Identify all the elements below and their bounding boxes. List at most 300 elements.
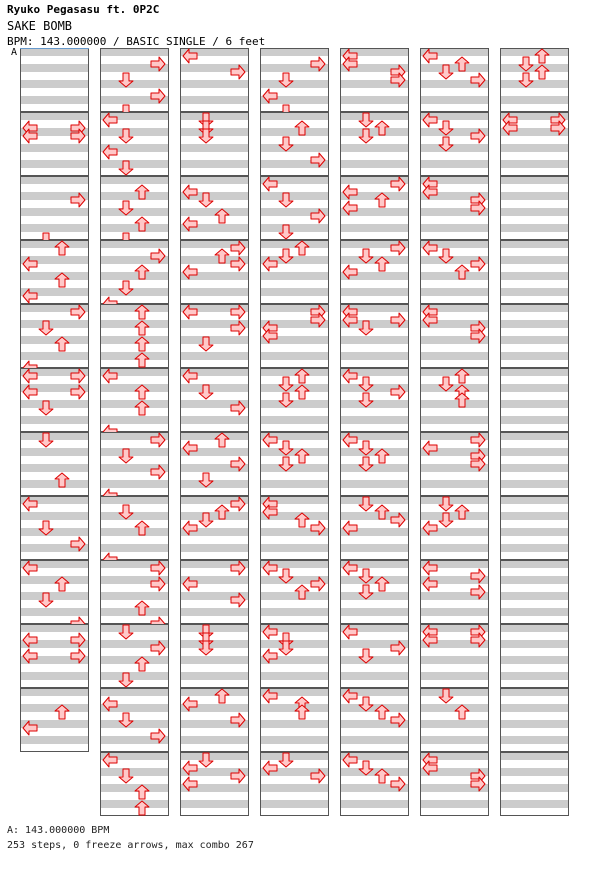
beat-stripe — [260, 352, 329, 360]
beat-stripe — [20, 624, 89, 632]
measure — [340, 304, 409, 368]
beat-stripe — [500, 64, 569, 72]
measure — [340, 240, 409, 304]
beat-stripe — [500, 640, 569, 648]
beat-stripe — [100, 672, 169, 680]
beat-stripe — [260, 592, 329, 600]
beat-stripe — [100, 320, 169, 328]
measure — [340, 48, 409, 112]
measure — [20, 624, 89, 688]
beat-stripe — [180, 176, 249, 184]
beat-stripe — [340, 112, 409, 120]
beat-stripe — [260, 416, 329, 424]
beat-stripe — [500, 688, 569, 696]
beat-stripe — [20, 160, 89, 168]
measure — [420, 432, 489, 496]
measure — [500, 368, 569, 432]
measure — [420, 176, 489, 240]
beat-stripe — [180, 752, 249, 760]
measure — [500, 496, 569, 560]
beat-stripe — [260, 224, 329, 232]
beat-stripe — [180, 624, 249, 632]
beat-stripe — [180, 352, 249, 360]
beat-stripe — [100, 160, 169, 168]
beat-stripe — [500, 656, 569, 664]
beat-stripe — [180, 608, 249, 616]
beat-stripe — [100, 288, 169, 296]
beat-stripe — [180, 800, 249, 808]
beat-stripe — [20, 48, 89, 56]
beat-stripe — [260, 672, 329, 680]
beat-stripe — [500, 704, 569, 712]
beat-stripe — [500, 544, 569, 552]
beat-stripe — [500, 800, 569, 808]
measure — [20, 688, 89, 752]
beat-stripe — [260, 400, 329, 408]
beat-stripe — [260, 384, 329, 392]
measure — [420, 496, 489, 560]
measure — [260, 432, 329, 496]
beat-stripe — [260, 800, 329, 808]
beat-stripe — [500, 320, 569, 328]
beat-stripe — [340, 256, 409, 264]
beat-stripe — [100, 336, 169, 344]
beat-stripe — [500, 144, 569, 152]
beat-stripe — [420, 512, 489, 520]
measure — [420, 48, 489, 112]
beat-stripe — [260, 720, 329, 728]
beat-stripe — [180, 384, 249, 392]
measure — [340, 752, 409, 816]
beat-stripe — [420, 704, 489, 712]
beat-stripe — [340, 464, 409, 472]
beat-stripe — [500, 432, 569, 440]
beat-stripe — [340, 448, 409, 456]
measure — [260, 240, 329, 304]
beat-stripe — [500, 192, 569, 200]
beat-stripe — [20, 320, 89, 328]
measure — [100, 176, 169, 247]
beat-stripe — [340, 352, 409, 360]
measure — [340, 496, 409, 560]
measure — [180, 48, 249, 112]
measure — [500, 752, 569, 816]
beat-stripe — [260, 128, 329, 136]
beat-stripe — [20, 352, 89, 360]
beat-stripe — [420, 64, 489, 72]
beat-stripe — [100, 416, 169, 424]
beat-stripe — [420, 384, 489, 392]
beat-stripe — [180, 480, 249, 488]
beat-stripe — [500, 512, 569, 520]
beat-stripe — [180, 160, 249, 168]
beat-stripe — [100, 48, 169, 56]
beat-stripe — [340, 608, 409, 616]
beat-stripe — [420, 608, 489, 616]
beat-stripe — [420, 800, 489, 808]
beat-stripe — [340, 288, 409, 296]
beat-stripe — [340, 160, 409, 168]
measure — [180, 112, 249, 176]
measure — [500, 112, 569, 176]
beat-stripe — [500, 304, 569, 312]
beat-stripe — [20, 224, 89, 232]
beat-stripe — [100, 784, 169, 792]
beat-stripe — [20, 480, 89, 488]
measure — [420, 624, 489, 688]
artist-label: Ryuko Pegasasu ft. 0P2C — [7, 3, 160, 16]
measure — [100, 560, 169, 631]
beat-stripe — [420, 96, 489, 104]
measure — [420, 752, 489, 816]
measure — [100, 432, 169, 503]
measure — [500, 240, 569, 304]
bpm-legend: A: 143.000000 BPM — [7, 825, 110, 836]
beat-stripe — [180, 736, 249, 744]
beat-stripe — [180, 640, 249, 648]
beat-stripe — [500, 464, 569, 472]
measure — [420, 112, 489, 176]
beat-stripe — [180, 128, 249, 136]
measure — [100, 48, 169, 119]
beat-stripe — [180, 80, 249, 88]
measure — [20, 304, 89, 375]
beat-stripe — [20, 176, 89, 184]
beat-stripe — [500, 224, 569, 232]
measure — [180, 432, 249, 496]
measure — [20, 240, 89, 304]
beat-stripe — [500, 576, 569, 584]
beat-stripe — [20, 432, 89, 440]
beat-stripe — [260, 480, 329, 488]
beat-stripe — [20, 528, 89, 536]
beat-stripe — [500, 160, 569, 168]
measure — [180, 240, 249, 304]
measure — [340, 560, 409, 624]
beat-stripe — [340, 400, 409, 408]
beat-stripe — [500, 480, 569, 488]
beat-stripe — [340, 656, 409, 664]
measure — [20, 432, 89, 496]
beat-stripe — [500, 448, 569, 456]
beat-stripe — [500, 80, 569, 88]
beat-stripe — [20, 64, 89, 72]
beat-stripe — [260, 736, 329, 744]
beat-stripe — [260, 192, 329, 200]
beat-stripe — [500, 720, 569, 728]
beat-stripe — [20, 272, 89, 280]
beat-stripe — [180, 432, 249, 440]
beat-stripe — [100, 528, 169, 536]
measure — [500, 560, 569, 624]
measure — [420, 560, 489, 624]
beat-stripe — [420, 720, 489, 728]
beat-stripe — [20, 672, 89, 680]
beat-stripe — [260, 80, 329, 88]
beat-stripe — [100, 400, 169, 408]
beat-stripe — [100, 768, 169, 776]
measure — [20, 48, 89, 112]
beat-stripe — [500, 336, 569, 344]
beat-stripe — [420, 160, 489, 168]
beat-stripe — [500, 592, 569, 600]
beat-stripe — [500, 240, 569, 248]
measure — [340, 688, 409, 752]
beat-stripe — [180, 416, 249, 424]
song-title: SAKE BOMB — [7, 19, 73, 33]
beat-stripe — [180, 512, 249, 520]
beat-stripe — [420, 736, 489, 744]
beat-stripe — [20, 112, 89, 120]
measure — [500, 432, 569, 496]
beat-stripe — [500, 672, 569, 680]
beat-stripe — [100, 304, 169, 312]
beat-stripe — [100, 240, 169, 248]
beat-stripe — [100, 592, 169, 600]
beat-stripe — [100, 496, 169, 504]
beat-stripe — [100, 80, 169, 88]
beat-stripe — [340, 736, 409, 744]
beat-stripe — [260, 784, 329, 792]
measure — [340, 176, 409, 240]
beat-stripe — [420, 496, 489, 504]
beat-stripe — [100, 224, 169, 232]
beat-stripe — [20, 704, 89, 712]
beat-stripe — [500, 624, 569, 632]
beat-stripe — [20, 512, 89, 520]
beat-stripe — [260, 272, 329, 280]
measure — [500, 624, 569, 688]
measure — [340, 368, 409, 432]
measure — [20, 496, 89, 560]
beat-stripe — [100, 176, 169, 184]
measure — [260, 688, 329, 752]
measure — [340, 624, 409, 688]
beat-stripe — [260, 464, 329, 472]
measure — [420, 240, 489, 304]
chart-stats: 253 steps, 0 freeze arrows, max combo 267 — [7, 840, 254, 851]
beat-stripe — [20, 240, 89, 248]
beat-stripe — [340, 128, 409, 136]
beat-stripe — [420, 480, 489, 488]
measure — [100, 240, 169, 311]
measure — [260, 368, 329, 432]
beat-stripe — [420, 272, 489, 280]
beat-stripe — [420, 224, 489, 232]
measure — [260, 112, 329, 176]
beat-stripe — [500, 368, 569, 376]
measure — [260, 560, 329, 624]
beat-stripe — [100, 192, 169, 200]
measure — [260, 48, 329, 119]
beat-stripe — [260, 752, 329, 760]
measure — [100, 112, 169, 176]
beat-stripe — [20, 592, 89, 600]
measure — [100, 496, 169, 567]
beat-stripe — [500, 496, 569, 504]
beat-stripe — [180, 96, 249, 104]
beat-stripe — [500, 384, 569, 392]
beat-stripe — [20, 608, 89, 616]
beat-stripe — [100, 544, 169, 552]
beat-stripe — [100, 352, 169, 360]
measure — [180, 560, 249, 624]
measure — [420, 688, 489, 752]
beat-stripe — [180, 672, 249, 680]
beat-stripe — [100, 800, 169, 808]
beat-stripe — [500, 288, 569, 296]
beat-stripe — [20, 144, 89, 152]
beat-stripe — [340, 800, 409, 808]
beat-stripe — [340, 480, 409, 488]
beat-stripe — [180, 544, 249, 552]
beat-stripe — [20, 400, 89, 408]
beat-stripe — [20, 96, 89, 104]
beat-stripe — [500, 528, 569, 536]
measure — [260, 752, 329, 816]
beat-stripe — [260, 48, 329, 56]
beat-stripe — [100, 208, 169, 216]
measure — [100, 752, 169, 816]
beat-stripe — [100, 656, 169, 664]
beat-stripe — [100, 720, 169, 728]
measure — [100, 304, 169, 368]
measure — [20, 560, 89, 631]
beat-stripe — [260, 448, 329, 456]
beat-stripe — [20, 736, 89, 744]
beat-stripe — [260, 608, 329, 616]
beat-stripe — [420, 544, 489, 552]
beat-stripe — [100, 272, 169, 280]
beat-stripe — [20, 688, 89, 696]
measure — [100, 624, 169, 688]
beat-stripe — [180, 208, 249, 216]
measure — [100, 688, 169, 752]
beat-stripe — [180, 656, 249, 664]
beat-stripe — [500, 48, 569, 56]
beat-stripe — [420, 368, 489, 376]
chart-info: BPM: 143.000000 / BASIC SINGLE / 6 feet — [7, 35, 266, 48]
beat-stripe — [500, 736, 569, 744]
beat-stripe — [20, 208, 89, 216]
beat-stripe — [420, 656, 489, 664]
beat-stripe — [340, 672, 409, 680]
measure — [340, 432, 409, 496]
beat-stripe — [500, 784, 569, 792]
beat-stripe — [180, 336, 249, 344]
beat-stripe — [420, 144, 489, 152]
measure — [500, 176, 569, 240]
beat-stripe — [500, 96, 569, 104]
beat-stripe — [20, 416, 89, 424]
beat-stripe — [20, 464, 89, 472]
beat-stripe — [20, 80, 89, 88]
measure — [260, 624, 329, 688]
beat-stripe — [420, 400, 489, 408]
beat-stripe — [500, 400, 569, 408]
beat-stripe — [180, 288, 249, 296]
beat-stripe — [260, 544, 329, 552]
beat-stripe — [500, 560, 569, 568]
measure — [20, 368, 89, 432]
measure — [500, 48, 569, 112]
beat-stripe — [340, 768, 409, 776]
beat-stripe — [420, 672, 489, 680]
beat-stripe — [340, 96, 409, 104]
beat-stripe — [500, 256, 569, 264]
measure — [20, 176, 89, 247]
beat-stripe — [180, 688, 249, 696]
beat-stripe — [340, 592, 409, 600]
beat-stripe — [260, 368, 329, 376]
beat-stripe — [180, 144, 249, 152]
beat-stripe — [420, 416, 489, 424]
beat-stripe — [340, 144, 409, 152]
beat-stripe — [20, 448, 89, 456]
beat-stripe — [100, 384, 169, 392]
beat-stripe — [500, 752, 569, 760]
beat-stripe — [260, 640, 329, 648]
beat-stripe — [500, 176, 569, 184]
beat-stripe — [20, 576, 89, 584]
beat-stripe — [420, 688, 489, 696]
beat-stripe — [500, 416, 569, 424]
measure — [180, 688, 249, 752]
measure — [260, 304, 329, 368]
beat-stripe — [500, 272, 569, 280]
beat-stripe — [340, 416, 409, 424]
measure — [260, 176, 329, 240]
beat-stripe — [500, 608, 569, 616]
bpm-marker: A — [11, 47, 18, 58]
beat-stripe — [100, 448, 169, 456]
beat-stripe — [100, 624, 169, 632]
measure — [340, 112, 409, 176]
beat-stripe — [20, 336, 89, 344]
beat-stripe — [180, 112, 249, 120]
beat-stripe — [340, 336, 409, 344]
beat-stripe — [500, 768, 569, 776]
beat-stripe — [100, 688, 169, 696]
measure — [500, 304, 569, 368]
measure — [420, 304, 489, 368]
beat-stripe — [420, 352, 489, 360]
beat-stripe — [260, 240, 329, 248]
beat-stripe — [500, 208, 569, 216]
beat-stripe — [260, 288, 329, 296]
beat-stripe — [420, 288, 489, 296]
measure — [180, 368, 249, 432]
beat-stripe — [260, 144, 329, 152]
beat-stripe — [100, 480, 169, 488]
beat-stripe — [500, 352, 569, 360]
measure — [260, 496, 329, 560]
measure — [500, 688, 569, 752]
measure — [420, 368, 489, 432]
measure — [180, 176, 249, 240]
beat-stripe — [100, 512, 169, 520]
beat-stripe — [100, 608, 169, 616]
beat-stripe — [260, 704, 329, 712]
measure — [100, 368, 169, 439]
measure — [180, 496, 249, 560]
beat-stripe — [340, 576, 409, 584]
measure — [180, 752, 249, 816]
beat-stripe — [340, 496, 409, 504]
beat-stripe — [340, 704, 409, 712]
measure — [180, 304, 249, 368]
beat-stripe — [340, 544, 409, 552]
